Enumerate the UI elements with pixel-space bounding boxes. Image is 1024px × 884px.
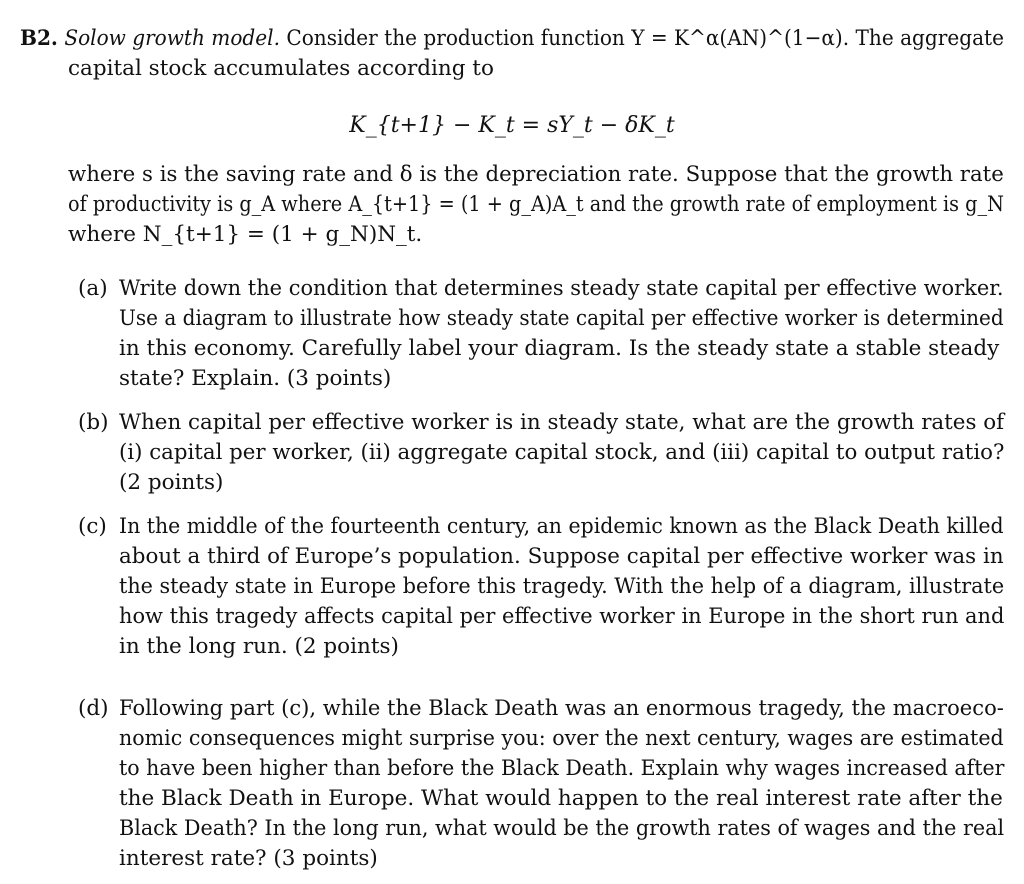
part-a-line: Write down the condition that determines steady state capital per effective worker.	[119, 276, 1004, 301]
part-d-line: nomic consequences might surprise you: over the next century, wages are estimated	[119, 726, 1004, 751]
where-line-2: of productivity is g_A where A_{t+1} = (1 + g_A)A_t and the growth rate of employment is g_N	[68, 192, 1004, 217]
part-d-label: (d)	[78, 696, 109, 721]
part-b-line: (i) capital per worker, (ii) aggregate capital stock, and (iii) capital to output ratio?	[119, 440, 1005, 465]
part-d-line: interest rate? (3 points)	[119, 846, 378, 871]
accumulation-equation: K_{t+1} − K_t = sY_t − δK_t	[349, 113, 675, 138]
part-a-line: Use a diagram to illustrate how steady state capital per effective worker is determined	[119, 306, 1004, 331]
part-b-line: (2 points)	[119, 470, 224, 495]
problem-intro-line2: capital stock accumulates according to	[68, 56, 494, 81]
where-line-3: where N_{t+1} = (1 + g_N)N_t.	[68, 222, 423, 247]
part-a-label: (a)	[78, 276, 108, 301]
part-c-line: the steady state in Europe before this tragedy. With the help of a diagram, illustrate	[119, 574, 1005, 599]
part-a-line: state? Explain. (3 points)	[119, 366, 392, 391]
part-a-line: in this economy. Carefully label your diagram. Is the steady state a stable steady	[119, 336, 1000, 361]
problem-title: Solow growth model.	[64, 26, 280, 51]
problem-label: B2.	[20, 26, 58, 51]
where-line-1: where s is the saving rate and δ is the depreciation rate. Suppose that the growth rate	[68, 162, 1004, 187]
part-b-label: (b)	[78, 410, 109, 435]
problem-heading	[20, 24, 1004, 54]
part-d-line: Following part (c), while the Black Death was an enormous tragedy, the macroeco-	[119, 696, 1004, 721]
part-c-line: in the long run. (2 points)	[119, 634, 399, 659]
problem-intro: Consider the production function Y = K^α(AN)^(1−α). The aggregate	[286, 26, 1004, 51]
part-d-line: to have been higher than before the Black Death. Explain why wages increased after	[119, 756, 1005, 781]
part-c-line: In the middle of the fourteenth century, an epidemic known as the Black Death killed	[119, 514, 1004, 539]
part-c-label: (c)	[78, 514, 107, 539]
part-d-line: the Black Death in Europe. What would happen to the real interest rate after the	[119, 786, 1003, 811]
part-c-line: how this tragedy affects capital per effective worker in Europe in the short run and	[119, 604, 1005, 629]
part-b-line: When capital per effective worker is in steady state, what are the growth rates of	[119, 410, 1005, 435]
part-c-line: about a third of Europe’s population. Suppose capital per effective worker was in	[119, 544, 1004, 569]
part-d-line: Black Death? In the long run, what would be the growth rates of wages and the real	[119, 816, 1005, 841]
